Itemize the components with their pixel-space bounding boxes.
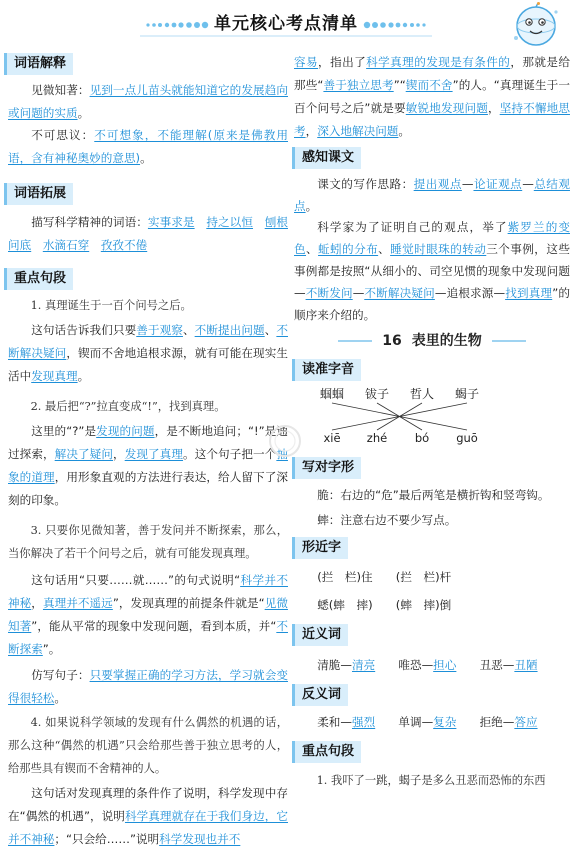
writing-structure [294, 173, 570, 217]
key-term: 锲而不舍 [405, 78, 453, 92]
key-term: 实事求是 [147, 215, 195, 229]
key-term: 紫罗兰的变色 [294, 220, 570, 256]
key-term: 发现的问题 [96, 424, 155, 438]
similar-char-row: (拦 栏)住 (拦 栏)杆 [317, 570, 452, 584]
text-run: ”的顺序来介绍的。 [294, 286, 570, 322]
key-term: 善于独立思考 [323, 78, 394, 92]
text-run: 单调— [375, 715, 434, 729]
synonym-row [294, 654, 570, 677]
key-term: 担心 [433, 658, 457, 672]
sentence-analysis [8, 569, 288, 661]
key-term: 不断探索 [8, 619, 288, 656]
key-term: 抽象的道理 [8, 447, 288, 484]
expansion-words [8, 211, 288, 257]
key-term: 孜孜不倦 [100, 238, 148, 252]
text-run: 唯恐— [375, 658, 434, 672]
section-heading-similar-characters: 形近字 [292, 537, 348, 559]
text-run: 拒绝— [456, 715, 515, 729]
text-run: 柔和— [317, 715, 352, 729]
key-term: 见到一点儿苗头就能知道它的发展趋向或问题的实质 [8, 83, 288, 120]
sentence-analysis [8, 782, 288, 851]
key-term: 强烈 [351, 715, 376, 729]
match-pinyin: guō [456, 431, 478, 445]
text-run: 。 [77, 106, 90, 120]
text-run: 这句话告诉我们只要 [31, 323, 137, 337]
text-run: ”，能从平常的现象中发现问题，看到本质，并“ [31, 619, 277, 633]
key-sentence: 3. 只要你见微知著，善于发问并不断探索，那么，当你解决了若干个问号之后，就有可能发现真理。 [8, 524, 288, 560]
text-run: ，指出了 [318, 55, 367, 69]
imitation-sentence [8, 664, 288, 710]
section-heading-key-sentences-2: 重点句段 [292, 741, 361, 763]
antonym-row [294, 711, 570, 734]
key-term: 丑陋 [514, 658, 538, 672]
key-term: 总结观点 [294, 177, 570, 213]
section-heading-word-expansion: 词语拓展 [4, 183, 73, 205]
text-run: 课文的写作思路： [317, 177, 414, 191]
section-heading-key-sentences: 重点句段 [4, 268, 73, 290]
text-run: 。 [54, 691, 66, 705]
title-rule-left [338, 340, 372, 342]
text-run: ，用形象直观的方法进行表达，给人留下了深刻的印象。 [8, 470, 288, 507]
section-heading-synonyms: 近义词 [292, 624, 348, 646]
text-run [31, 238, 43, 252]
key-term: 不断解决疑问 [364, 286, 435, 300]
key-term: 发现真理 [31, 369, 78, 383]
lesson-number: 16 [382, 333, 402, 349]
text-run: ”，发现真理的前提条件就是“ [112, 596, 265, 610]
text-run: 科学家为了证明自己的观点，举了 [317, 220, 508, 234]
text-run: ， [305, 124, 318, 138]
key-term: 只要掌握正确的学习方法，学习就会变得很轻松 [8, 668, 288, 705]
text-run: 丑恶— [456, 658, 515, 672]
lesson-name: 表里的生物 [411, 333, 482, 349]
key-term: 提出观点 [413, 177, 462, 191]
text-run: 这句话对发现真理的条件作了说明，科学发现中存在“偶然的机遇”，说明 [8, 786, 288, 823]
key-term: 敏锐地发现问题 [405, 101, 488, 115]
text-run: 清脆— [317, 658, 352, 672]
form-tip: 蟀：注意右边不要少写点。 [317, 513, 457, 527]
text-run: 、 [306, 242, 319, 256]
text-run: 。 [305, 199, 318, 213]
text-run: 三个事例，这些事例都是按照“从细小的、司空见惯的现象中发现问题— [294, 242, 570, 300]
key-term: 发现了真理 [124, 447, 184, 461]
text-run: 见微知著： [31, 83, 90, 97]
key-term: 不可想象，不能理解(原来是佛教用语，含有神秘奥妙的意思) [8, 128, 288, 165]
text-run: ，锲而不舍地追根求源，就有可能在现实生活中 [8, 346, 288, 383]
key-term: 蚯蚓的分布 [318, 242, 379, 256]
key-term: 科学真理的发现是有条件的 [366, 55, 511, 69]
key-term: 深入地解决问题 [317, 124, 399, 138]
text-run [253, 215, 265, 229]
text-run: 、 [378, 242, 391, 256]
match-word: 蝈蝈 [319, 387, 345, 401]
similar-char-row: 蟋(蟀 摔) (蟀 摔)倒 [317, 598, 452, 612]
key-term: 不断解决疑问 [8, 323, 288, 360]
key-sentence: 1. 真理诞生于一百个问号之后。 [30, 299, 192, 312]
text-run: 不可思议： [31, 128, 95, 142]
text-run: ，是不断地追问；“!”是通过探索， [8, 424, 288, 461]
text-run: —追根求源— [434, 286, 506, 300]
text-run: ， [31, 596, 43, 610]
key-term: 不断提出问题 [194, 323, 265, 337]
match-word: 哲人 [409, 387, 435, 401]
form-tip: 脆：右边的“危”最后两笔是横折钩和竖弯钩。 [317, 488, 550, 502]
page-title: 单元核心考点清单 [214, 14, 358, 34]
key-term: 刨根问底 [8, 215, 288, 252]
key-term: 坚持不懈地思考 [294, 101, 570, 138]
match-pinyin: xiē [323, 431, 341, 445]
key-term: 不断发问 [305, 286, 353, 300]
text-run: 。 [140, 151, 152, 165]
text-run: 。 [77, 369, 90, 383]
key-sentence: 1. 我吓了一跳，蝎子是多么丑恶而恐怖的东西 [316, 774, 546, 787]
text-run: — [522, 177, 534, 191]
pronunciation-matching [294, 384, 570, 448]
text-run: ”。 [42, 642, 61, 656]
section-heading-word-explanation: 词语解释 [4, 53, 73, 75]
key-sentence: 2. 最后把“?”拉直变成“!”，找到真理。 [30, 400, 226, 413]
sentence-analysis-continued [294, 51, 570, 143]
text-run [195, 215, 207, 229]
section-heading-text-perception: 感知课文 [292, 147, 361, 169]
text-run: 仿写句子： [31, 668, 90, 682]
key-term: 科学并不神秘 [8, 573, 288, 610]
key-term: 科学发现也并不 [159, 832, 241, 846]
text-run: ”的人。“真理诞生于一百个问号之后”就是要 [294, 78, 570, 115]
match-pinyin: zhé [366, 431, 388, 445]
section-heading-correct-forms: 写对字形 [292, 457, 361, 479]
key-term: 善于观察 [136, 323, 183, 337]
key-term: 水滴石穿 [42, 238, 90, 252]
key-term: 找到真理 [505, 286, 553, 300]
sentence-analysis [8, 319, 288, 388]
explain-item [8, 79, 288, 125]
match-pinyin: bó [414, 431, 430, 445]
text-run: ”“ [393, 78, 406, 92]
key-term: 解决了疑问 [54, 447, 114, 461]
text-run: ， [113, 447, 125, 461]
text-run: 。 [398, 124, 410, 138]
key-term: 睡觉时眼珠的转动 [390, 242, 487, 256]
lesson-title [294, 330, 570, 352]
key-term: 论证观点 [473, 177, 523, 191]
match-word: 蝎子 [454, 387, 480, 401]
explain-item [8, 124, 288, 170]
key-term: 容易 [294, 55, 319, 69]
text-run: 、 [182, 323, 195, 337]
match-word: 钹子 [364, 387, 390, 401]
key-term: 答应 [514, 715, 538, 729]
text-run: 。这个句子把一个 [183, 447, 277, 461]
text-run: 、 [264, 323, 277, 337]
mascot-icon [508, 2, 562, 50]
title-rule-right [492, 340, 526, 342]
key-term: 真理并不遥远 [42, 596, 113, 610]
section-heading-antonyms: 反义词 [292, 684, 348, 706]
key-term: 科学真理就存在于我们身边，它并不神秘 [8, 809, 288, 846]
key-term: 见微知著 [8, 596, 288, 633]
text-run: ，那就是给那些“ [294, 55, 570, 92]
key-term: 复杂 [433, 715, 457, 729]
text-run: 这里的“?”是 [31, 424, 97, 438]
text-run: — [461, 177, 474, 191]
section-heading-pronunciation: 读准字音 [292, 359, 361, 381]
text-run: ；“只会给……”说明 [54, 832, 160, 846]
key-sentence: 4. 如果说科学领域的发现有什么偶然的机遇的话，那么这种“偶然的机遇”只会给那些善于独立思考的人，给那些具有锲而不舍精神的人。 [8, 716, 288, 775]
sentence-analysis [8, 420, 288, 512]
text-run: 这句话用“只要……就……”的句式说明“ [31, 573, 241, 587]
text-run: ， [487, 101, 500, 115]
text-run [89, 238, 101, 252]
text-run: — [352, 286, 365, 300]
key-term: 清亮 [351, 658, 376, 672]
key-term: 持之以恒 [206, 215, 254, 229]
example-summary [294, 216, 570, 326]
text-run: 描写科学精神的词语： [31, 215, 148, 229]
